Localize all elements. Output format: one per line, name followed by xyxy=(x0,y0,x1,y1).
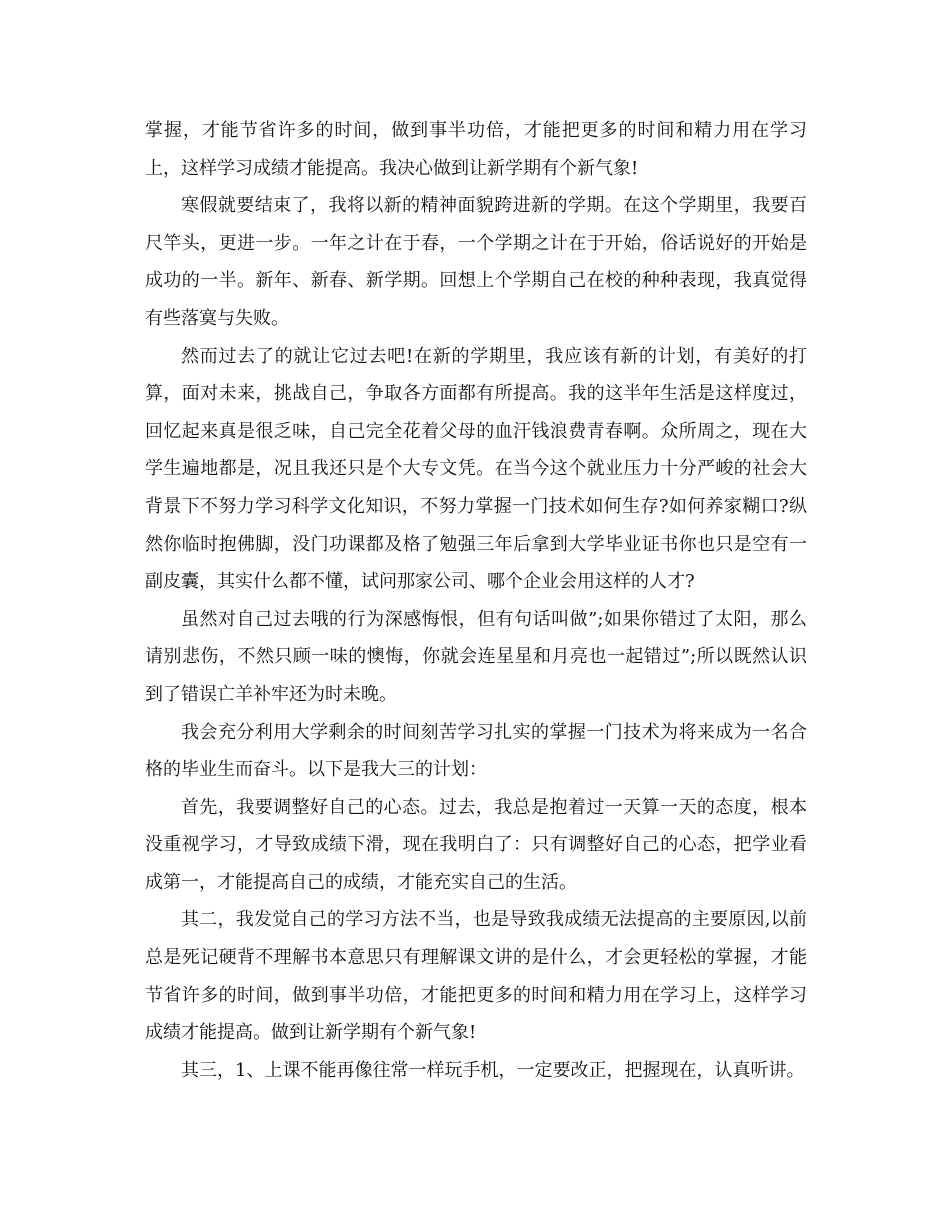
paragraph-6: 首先，我要调整好自己的心态。过去，我总是抱着过一天算一天的态度，根本没重视学习，才导致成绩下滑，现在我明白了：只有调整好自己的心态，把学业看成第一，才能提高自己的成绩，才能充实自己的生活。 xyxy=(145,796,807,893)
paragraph-4: 虽然对自己过去哦的行为深感悔恨，但有句话叫做”;如果你错过了太阳，那么请别悲伤，不然只顾一味的懊悔，你就会连星星和月亮也一起错过”;所以既然认识到了错误亡羊补牢还为时未晚。 xyxy=(145,608,807,705)
document-body xyxy=(145,112,807,1089)
paragraph-5: 我会充分利用大学剩余的时间刻苦学习扎实的掌握一门技术为将来成为一名合格的毕业生而奋斗。以下是我大三的计划： xyxy=(145,721,807,781)
paragraph-3: 然而过去了的就让它过去吧!在新的学期里，我应该有新的计划，有美好的打算，面对未来，挑战自己，争取各方面都有所提高。我的这半年生活是这样度过，回忆起来真是很乏味，自己完全花着父母的血汗钱浪费青春啊。众所周之，现在大学生遍地都是，况且我还只是个大专文凭。在当今这个就业压力十分严峻的社会大背景下不努力学习科学文化知识，不努力掌握一门技术如何生存?如何养家糊口?纵然你临时抱佛脚，没门功课都及格了勉强三年后拿到大学毕业证书你也只是空有一副皮囊，其实什么都不懂，试问那家公司、哪个企业会用这样的人才? xyxy=(145,345,807,593)
paragraph-2: 寒假就要结束了，我将以新的精神面貌跨进新的学期。在这个学期里，我要百尺竿头，更进一步。一年之计在于春，一个学期之计在于开始，俗话说好的开始是成功的一半。新年、新春、新学期。回想上个学期自己在校的种种表现，我真觉得有些落寞与失败。 xyxy=(145,195,807,329)
paragraph-8: 其三，1、上课不能再像往常一样玩手机，一定要改正，把握现在，认真听讲。 xyxy=(181,1059,805,1081)
paragraph-1: 掌握，才能节省许多的时间，做到事半功倍，才能把更多的时间和精力用在学习上，这样学习成绩才能提高。我决心做到让新学期有个新气象! xyxy=(145,120,807,179)
paragraph-7: 其二，我发觉自己的学习方法不当，也是导致我成绩无法提高的主要原因,以前总是死记硬背不理解书本意思只有理解课文讲的是什么，才会更轻松的掌握，才能节省许多的时间，做到事半功倍，才能把更多的时间和精力用在学习上，这样学习成绩才能提高。做到让新学期有个新气象! xyxy=(145,909,807,1044)
